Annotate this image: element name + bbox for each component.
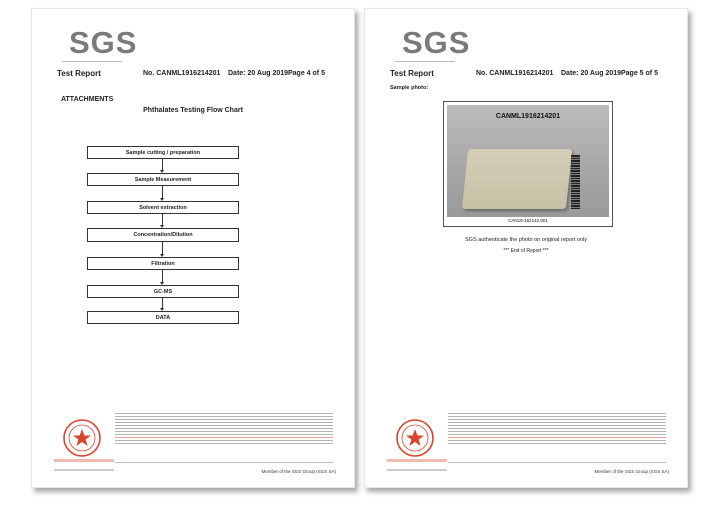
footer-text: Member of the SGS Group (SGS SA)	[261, 469, 336, 474]
sgs-seal-stamp	[395, 418, 435, 458]
terms-fine-print	[115, 413, 333, 461]
flow-arrow	[162, 298, 163, 308]
flow-arrow	[162, 186, 163, 198]
report-date: Date: 20 Aug 2019	[561, 70, 622, 77]
logo-divider	[62, 61, 122, 62]
flow-arrow	[162, 159, 163, 170]
sample-photo-frame	[443, 101, 613, 227]
footer-text: Member of the SGS Group (SGS SA)	[594, 469, 669, 474]
flow-step: GC-MS	[87, 285, 239, 298]
end-of-report: *** End of Report ***	[503, 248, 549, 254]
report-title: Test Report	[390, 69, 434, 78]
address-divider	[115, 462, 333, 463]
stamp-caption	[387, 459, 447, 462]
report-page-4	[31, 8, 355, 488]
fabric-sample	[462, 149, 572, 209]
report-title: Test Report	[57, 69, 101, 78]
terms-fine-print	[448, 413, 666, 461]
authenticate-note: SGS authenticate the photo on original report only	[465, 237, 587, 243]
logo-divider	[395, 61, 455, 62]
sample-photo	[447, 105, 609, 217]
flow-step: DATA	[87, 311, 239, 324]
report-date: Date: 20 Aug 2019	[228, 70, 289, 77]
flow-step: Sample cutting / preparation	[87, 146, 239, 159]
sgs-seal-stamp	[62, 418, 102, 458]
flow-chart-title: Phthalates Testing Flow Chart	[143, 107, 243, 114]
section-heading: ATTACHMENTS	[61, 96, 114, 103]
flow-step: Solvent extraction	[87, 201, 239, 214]
flow-step: Concentration/Dilution	[87, 228, 239, 242]
flow-step: Filtration	[87, 257, 239, 270]
page-number: Page 5 of 5	[621, 70, 658, 77]
page-number: Page 4 of 5	[288, 70, 325, 77]
sgs-logo: SGS	[402, 25, 471, 60]
photo-caption: CAN19-162142.001	[508, 218, 548, 223]
sgs-logo: SGS	[69, 25, 138, 60]
flow-arrow	[162, 242, 163, 254]
report-number: No. CANML1916214201	[143, 70, 221, 77]
photo-sample-code: CANML1916214201	[495, 113, 561, 120]
flow-step: Sample Measurement	[87, 173, 239, 186]
ruler	[571, 155, 580, 209]
stamp-caption	[54, 459, 114, 462]
report-page-5	[364, 8, 688, 488]
address-divider	[448, 462, 666, 463]
sample-photo-label: Sample photo:	[390, 85, 429, 91]
report-number: No. CANML1916214201	[476, 70, 554, 77]
flow-arrow	[162, 214, 163, 225]
flow-arrow	[162, 270, 163, 282]
